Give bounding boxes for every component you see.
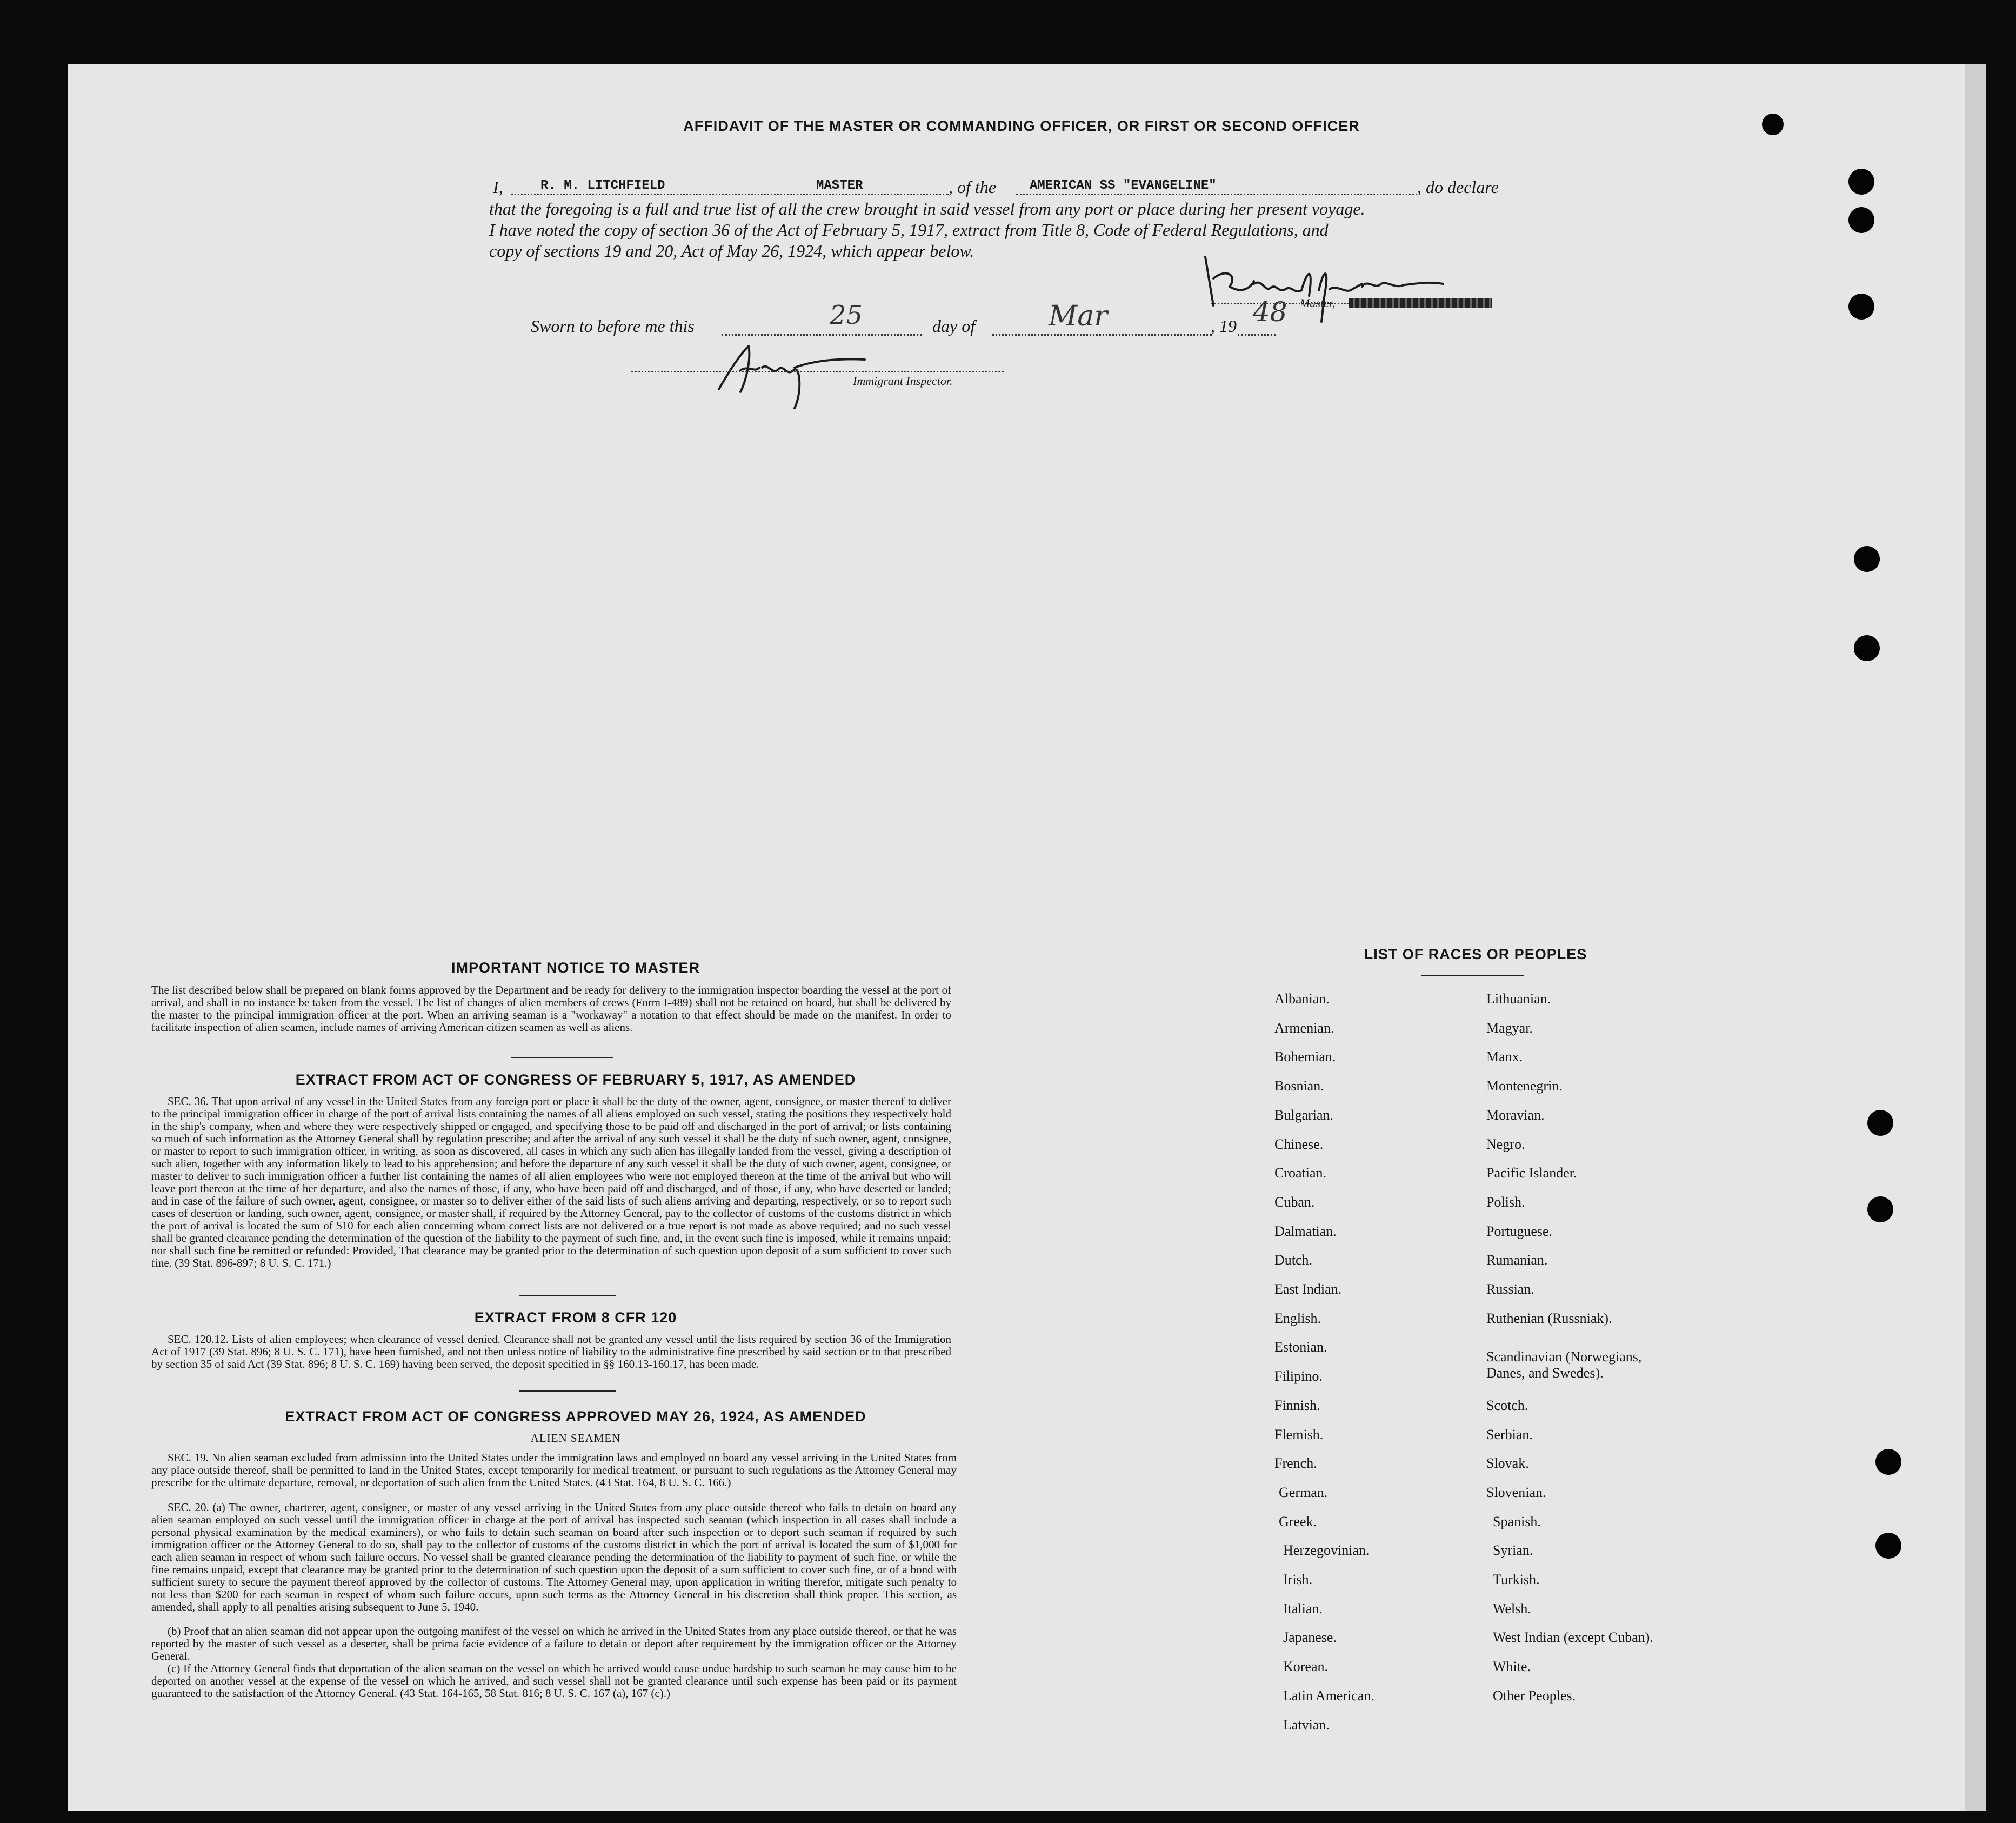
sworn-label: Sworn to before me this — [531, 316, 695, 336]
race-item: Slovenian. — [1486, 1485, 1546, 1500]
divider — [1421, 975, 1524, 976]
notice-title: IMPORTANT NOTICE TO MASTER — [451, 960, 700, 976]
race-item: Moravian. — [1486, 1107, 1545, 1123]
binder-hole — [1875, 1449, 1901, 1475]
race-item: Dutch. — [1274, 1252, 1313, 1268]
race-item: Montenegrin. — [1486, 1078, 1563, 1094]
race-item: Lithuanian. — [1486, 991, 1551, 1007]
race-item: Latvian. — [1283, 1717, 1330, 1733]
extract-1924-sec20b: (b) Proof that an alien seaman did not appear upon the outgoing manifest of the vessel on which he arrived in the United States from any place outside thereof, or that he was reported by the master of such vessel as a deserter, shall be prima facie evidence of a failure to detain or deport after requirement by the immigration officer or the Attorney General. — [151, 1625, 957, 1662]
binder-hole — [1867, 1196, 1893, 1222]
race-item: Spanish. — [1493, 1514, 1541, 1529]
race-item: Albanian. — [1274, 991, 1330, 1007]
binder-hole — [1854, 546, 1880, 572]
races-title: LIST OF RACES OR PEOPLES — [1364, 946, 1587, 962]
race-item: Turkish. — [1493, 1572, 1540, 1587]
month-value: Mar — [1049, 300, 1108, 332]
race-item: Greek. — [1279, 1514, 1317, 1529]
race-item: Russian. — [1486, 1281, 1534, 1297]
race-item: Negro. — [1486, 1136, 1525, 1152]
race-item: Croatian. — [1274, 1165, 1327, 1181]
race-item: Bulgarian. — [1274, 1107, 1334, 1123]
race-item: Serbian. — [1486, 1427, 1533, 1442]
race-item: Flemish. — [1274, 1427, 1324, 1442]
declaration-line-2: that the foregoing is a full and true list of all the crew brought in said vessel from any port or place during her present voyage. — [489, 199, 1365, 218]
binder-hole — [1875, 1533, 1901, 1559]
race-item: Welsh. — [1493, 1601, 1531, 1616]
day-value: 25 — [830, 300, 863, 330]
race-item: French. — [1274, 1455, 1317, 1471]
race-item: Cuban. — [1274, 1194, 1315, 1210]
race-item: Scotch. — [1486, 1398, 1528, 1413]
race-item: Bohemian. — [1274, 1049, 1336, 1064]
year-value: 48 — [1253, 296, 1287, 328]
month-line — [992, 334, 1212, 336]
race-item: Filipino. — [1274, 1368, 1323, 1384]
day-of-label: day of — [932, 316, 976, 336]
race-item: Manx. — [1486, 1049, 1523, 1064]
race-item: Scandinavian (Norwegians, Danes, and Swedes). — [1486, 1349, 1642, 1381]
sheet-edge — [1965, 64, 1986, 1811]
binder-hole — [1762, 114, 1784, 135]
race-item: Rumanian. — [1486, 1252, 1548, 1268]
race-item: Bosnian. — [1274, 1078, 1324, 1094]
extract-1924-title: EXTRACT FROM ACT OF CONGRESS APPROVED MAY 26, 1924, AS AMENDED — [285, 1408, 866, 1425]
extract-1924-sec19: SEC. 19. No alien seaman excluded from admission into the United States under the immigration laws and employed on board any vessel arriving in the United States from any place outside thereof, shall be permitted to land in the United States, except temporarily for medical treatment, or pursuant to such regulations as the Attorney General may prescribe for the ultimate departure, removal, or deportation of such alien from the United States. (43 Stat. 164, 8 U. S. C. 166.) — [151, 1451, 957, 1489]
extract-1924-sec20a: SEC. 20. (a) The owner, charterer, agent, consignee, or master of any vessel arriving in the United States from any place outside thereof who fails to detain on board any alien seaman employed on such vessel until the immigration officer in charge at the port of arrival has inspected such seaman (which inspection in all cases shall include a personal physical examination by the medical examiners), or who fails to detain such seaman on board after such inspection or to deport such seaman if required by such immigration officer or the Attorney General to do so, shall pay to the collector of customs of the customs district in which the port of arrival is located the sum of $1,000 for each alien seaman in respect of whom such failure occurs. No vessel shall be granted clearance pending the determination of the liability to payment of such fine, or while the fine remains unpaid, except that clearance may be granted prior to the determination of such question upon the deposit of a sum sufficient to cover such fine, or of a bond with sufficient surety to secure the payment thereof approved by the collector of customs. The Attorney General may, upon application in writing therefor, mitigate such penalty to not less than $200 for each seaman in respect of whom such failure occurs, upon such terms as the Attorney General in his discretion shall think proper. This section, as amended, shall apply to all penalties arising subsequent to June 5, 1940. — [151, 1501, 957, 1613]
day-line — [722, 334, 922, 336]
divider — [519, 1390, 616, 1392]
race-item: Latin American. — [1283, 1688, 1374, 1704]
declaration-line-4: copy of sections 19 and 20, Act of May 26, 1924, which appear below. — [489, 241, 974, 261]
race-item: Finnish. — [1274, 1398, 1320, 1413]
race-item: Estonian. — [1274, 1339, 1327, 1355]
inspector-label: Immigrant Inspector. — [853, 374, 953, 388]
race-item: Dalmatian. — [1274, 1223, 1337, 1239]
extract-1924-sec20c: (c) If the Attorney General finds that deportation of the alien seaman on the vessel on which he arrived would cause undue hardship to such seaman he may cause him to be deported on another vessel at the expense of the vessel on which he arrived, and such vessel shall not be granted clearance until such expense has been paid or its payment guaranteed to the satisfaction of the Attorney General. (43 Stat. 164-165, 58 Stat. 816; 8 U. S. C. 167 (a), 167 (c).) — [151, 1662, 957, 1700]
divider — [519, 1295, 616, 1296]
extract-cfr-body: SEC. 120.12. Lists of alien employees; when clearance of vessel denied. Clearance shall not be granted any vessel until the lists required by section 36 of the Immigration Act of 1917 (39 Stat. 896; 8 U. S. C. 171), have been furnished, and not then unless notice of liability to the administrative fine prescribed by said section or to that prescribed by section 35 of said Act (39 Stat. 896; 8 U. S. C. 169) having been served, the deposit specified in §§ 160.13-160.17, has been made. — [151, 1333, 951, 1370]
extract-cfr-title: EXTRACT FROM 8 CFR 120 — [474, 1309, 677, 1326]
do-declare-label: , do declare — [1417, 177, 1499, 197]
extract-1917-title: EXTRACT FROM ACT OF CONGRESS OF FEBRUARY 5, 1917, AS AMENDED — [295, 1072, 856, 1088]
master-label: Master, — [1300, 296, 1336, 310]
binder-hole — [1848, 169, 1874, 195]
race-item: Herzegovinian. — [1283, 1542, 1370, 1558]
of-the-label: , of the — [949, 177, 996, 197]
race-item: Korean. — [1283, 1659, 1329, 1674]
affidavit-title: AFFIDAVIT OF THE MASTER OR COMMANDING OFFICER, OR FIRST OR SECOND OFFICER — [683, 118, 1360, 134]
binder-hole — [1854, 635, 1880, 661]
race-item: Polish. — [1486, 1194, 1525, 1210]
race-item: Other Peoples. — [1493, 1688, 1576, 1704]
race-item: West Indian (except Cuban). — [1493, 1629, 1653, 1645]
race-item: Pacific Islander. — [1486, 1165, 1577, 1181]
divider — [511, 1057, 613, 1058]
extract-1924-subtitle: ALIEN SEAMEN — [530, 1432, 621, 1445]
race-item: East Indian. — [1274, 1281, 1342, 1297]
vessel-line — [1016, 194, 1417, 195]
vessel-name: AMERICAN SS "EVANGELINE" — [1030, 178, 1217, 193]
race-item: Slovak. — [1486, 1455, 1529, 1471]
race-item: Japanese. — [1283, 1629, 1337, 1645]
race-item: German. — [1279, 1485, 1328, 1500]
declaration-line-3: I have noted the copy of section 36 of the Act of February 5, 1917, extract from Title 8, Code of Federal Regulations, and — [489, 220, 1329, 239]
year-prefix: , 19 — [1211, 316, 1237, 336]
race-item: Irish. — [1283, 1572, 1313, 1587]
race-item: Ruthenian (Russniak). — [1486, 1310, 1612, 1326]
master-rank: MASTER — [816, 178, 863, 193]
binder-hole — [1848, 207, 1874, 233]
race-item: Chinese. — [1274, 1136, 1324, 1152]
struck-out-text — [1349, 298, 1492, 308]
name-line — [511, 194, 949, 195]
notice-body: The list described below shall be prepared on blank forms approved by the Department and be ready for delivery to the immigration inspector boarding the vessel at the port of arrival, and shall in no instance be taken from the vessel. The list of changes of alien members of crews (Form I-489) shall not be retained on board, but shall be delivered by the master to the principal immigration officer at the port. When an arriving seaman is a "workaway" a notation to that effect should be made on the manifest. In order to facilitate inspection of alien seamen, include names of arriving American citizen seamen as well as aliens. — [151, 983, 951, 1034]
race-item: Italian. — [1283, 1601, 1323, 1616]
inspector-line — [631, 371, 1004, 372]
race-item: Armenian. — [1274, 1020, 1334, 1036]
race-item: White. — [1493, 1659, 1531, 1674]
affidavit-i-label: I, — [493, 177, 503, 197]
extract-1917-body: SEC. 36. That upon arrival of any vessel in the United States from any foreign port or place it shall be the duty of the owner, agent, consignee, or master thereof to deliver to the principal immigration officer in charge of the port of arrival lists containing the names of all aliens employed on such vessel, stating the positions they respectively hold in the ship's company, when and where they were respectively shipped or engaged, and specifying those to be paid off and discharged in the port of arrival; or lists containing so much of such information as the Attorney General shall by regulation prescribe; and after the arrival of any such vessel it shall be the duty of such owner, agent, consignee, or master to report to such immigration officer, in writing, as soon as discovered, all cases in which any such alien has illegally landed from the vessel, giving a description of such alien, together with any information likely to lead to his apprehension; and before the departure of any such vessel it shall be the duty of such owner, agent, consignee, or master to deliver to such immigration officer a further list containing the names of all alien employees who were not employed thereon at the time of the arrival but who will leave port thereon at the time of her departure, and also the names of those, if any, who have been paid off and discharged, and of those, if any, who have deserted or landed; and in case of the failure of such owner, agent, consignee, or master so to deliver either of the said lists of such aliens arriving and departing, respectively, or so to report such cases of desertion or landing, such owner, agent, consignee, or master shall, if required by the Attorney General, pay to the collector of customs of the customs district in which the port of arrival is located the sum of $10 for each alien concerning whom correct lists are not delivered or a true report is not made as above required; and no such vessel shall be granted clearance pending the determination of the question of the liability to the payment of such fine, and, in the event such fine is imposed, while it remains unpaid; nor shall such fine be remitted or refunded: Provided, That clearance may be granted prior to the determination of such question upon deposit of a sum sufficient to cover such fine. (39 Stat. 896-897; 8 U. S. C. 171.) — [151, 1095, 951, 1269]
race-item: Syrian. — [1493, 1542, 1533, 1558]
year-line — [1238, 334, 1276, 336]
race-item: English. — [1274, 1310, 1321, 1326]
race-item: Portuguese. — [1486, 1223, 1553, 1239]
race-item: Magyar. — [1486, 1020, 1533, 1036]
master-name: R. M. LITCHFIELD — [540, 178, 665, 193]
binder-hole — [1867, 1110, 1893, 1136]
binder-hole — [1848, 294, 1874, 320]
